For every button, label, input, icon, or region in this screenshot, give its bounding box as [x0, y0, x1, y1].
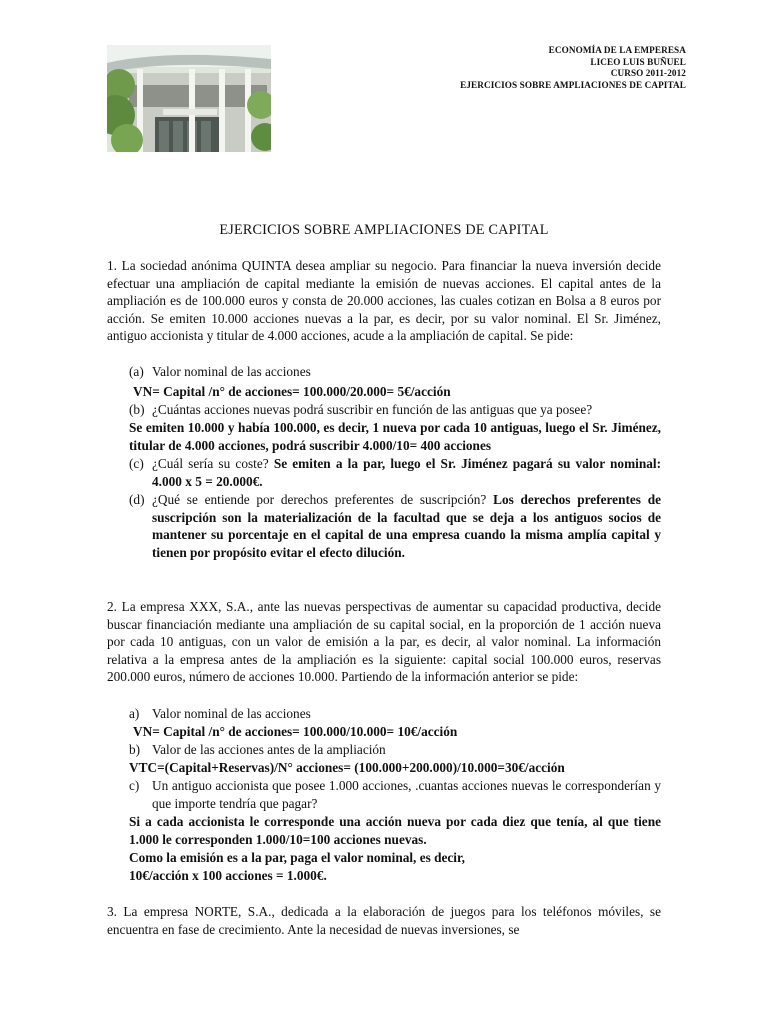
header-line-course: CURSO 2011-2012	[610, 68, 686, 78]
header-line-school: LICEO LUIS BUÑUEL	[590, 56, 686, 67]
ex1-b-question: ¿Cuántas acciones nuevas podrá suscribir en función de las antiguas que ya posee?	[152, 402, 593, 417]
ex1-b-label: (b)	[129, 402, 145, 417]
header-line-topic: EJERCICIOS SOBRE AMPLIACIONES DE CAPITAL	[460, 79, 686, 90]
ex2-c-answer-3: 10€/acción x 100 acciones = 1.000€.	[129, 868, 327, 883]
ex1-a-answer: VN= Capital /n° de acciones= 100.000/20.000= 5€/acción	[133, 384, 451, 399]
ex1-d-block	[152, 491, 661, 561]
building-illustration	[107, 45, 271, 152]
ex1-d-answer: Los derechos preferentes de suscripción son la materialización de la facultad que se deja a los antiguos socios de mantener su porcentaje en el capital de una empresa cuando la misma amplía capital y tienen por propósito evitar el efecto dilución.	[152, 492, 661, 560]
ex2-a-answer: VN= Capital /n° de acciones= 100.000/10.000= 10€/acción	[133, 724, 458, 739]
ex1-a-question: Valor nominal de las acciones	[152, 364, 311, 379]
page-title: EJERCICIOS SOBRE AMPLIACIONES DE CAPITAL	[219, 222, 549, 238]
ex1-c-label: (c)	[129, 456, 144, 471]
document-header	[460, 45, 686, 91]
header-line-subject: ECONOMÍA DE LA EMPERESA	[548, 45, 686, 55]
ex2-a-question: Valor nominal de las acciones	[152, 706, 311, 721]
ex2-b-answer: VTC=(Capital+Reservas)/N° acciones= (100.000+200.000)/10.000=30€/acción	[129, 760, 565, 775]
ex2-a-label: a)	[129, 706, 140, 721]
school-building-photo	[107, 45, 271, 152]
ex2-c-answer-2: Como la emisión es a la par, paga el valor nominal, es decir,	[129, 850, 465, 865]
ex2-c-question: Un antiguo accionista que posee 1.000 acciones, .cuantas acciones nuevas le corresponderían y que importe tendría que pagar?	[152, 778, 661, 811]
exercise-3-intro: 3. La empresa NORTE, S.A., dedicada a la elaboración de juegos para los teléfonos móviles, se encuentra en fase de crecimiento. Ante la necesidad de nuevas inversiones, se	[107, 904, 661, 937]
ex1-d-question: ¿Qué se entiende por derechos preferentes de suscripción?	[152, 492, 487, 507]
ex2-c-label: c)	[129, 778, 140, 793]
ex2-b-question: Valor de las acciones antes de la ampliación	[152, 742, 386, 757]
ex1-c-question: ¿Cuál sería su coste?	[152, 456, 269, 471]
exercise-2-intro: 2. La empresa XXX, S.A., ante las nuevas perspectivas de aumentar su capacidad productiva, decide buscar financiación mediante una ampliación de su capital social, en la proporción de 1 acción nueva por cada 10 antiguas, con un valor de emisión a la par, es decir, al valor nominal. La información relativa a la empresa antes de la ampliación es la siguiente: capital social 100.000 euros, reservas 200.000 euros, número de acciones 10.000. Partiendo de la información anterior se pide:	[107, 599, 661, 685]
ex2-c-answer-1: Si a cada accionista le corresponde una acción nueva por cada diez que tenía, al que tiene 1.000 le corresponden 1.000/10=100 acciones nuevas.	[129, 814, 661, 847]
ex1-d-label: (d)	[129, 492, 145, 507]
ex1-c-block	[152, 455, 661, 490]
exercise-1-intro: 1. La sociedad anónima QUINTA desea ampliar su negocio. Para financiar la nueva inversión decide efectuar una ampliación de capital mediante la emisión de nuevas acciones. El capital antes de la ampliación es de 100.000 euros y consta de 20.000 acciones, las cuales cotizan en Bolsa a 8 euros por acción. Se emiten 10.000 acciones nuevas a la par, es decir, por su valor nominal. El Sr. Jiménez, antiguo accionista y titular de 4.000 acciones, acude a la ampliación de capital. Se pide:	[107, 258, 661, 344]
ex1-c-answer: Se emiten a la par, luego el Sr. Jiménez pagará su valor nominal: 4.000 x 5 = 20.000€.	[152, 456, 662, 489]
ex2-b-label: b)	[129, 742, 141, 757]
ex1-b-answer: Se emiten 10.000 y había 100.000, es decir, 1 nueva por cada 10 antiguas, luego el Sr. Jiménez, titular de 4.000 acciones, podrá suscribir 4.000/10= 400 acciones	[129, 420, 661, 453]
ex1-a-label: (a)	[129, 364, 144, 379]
